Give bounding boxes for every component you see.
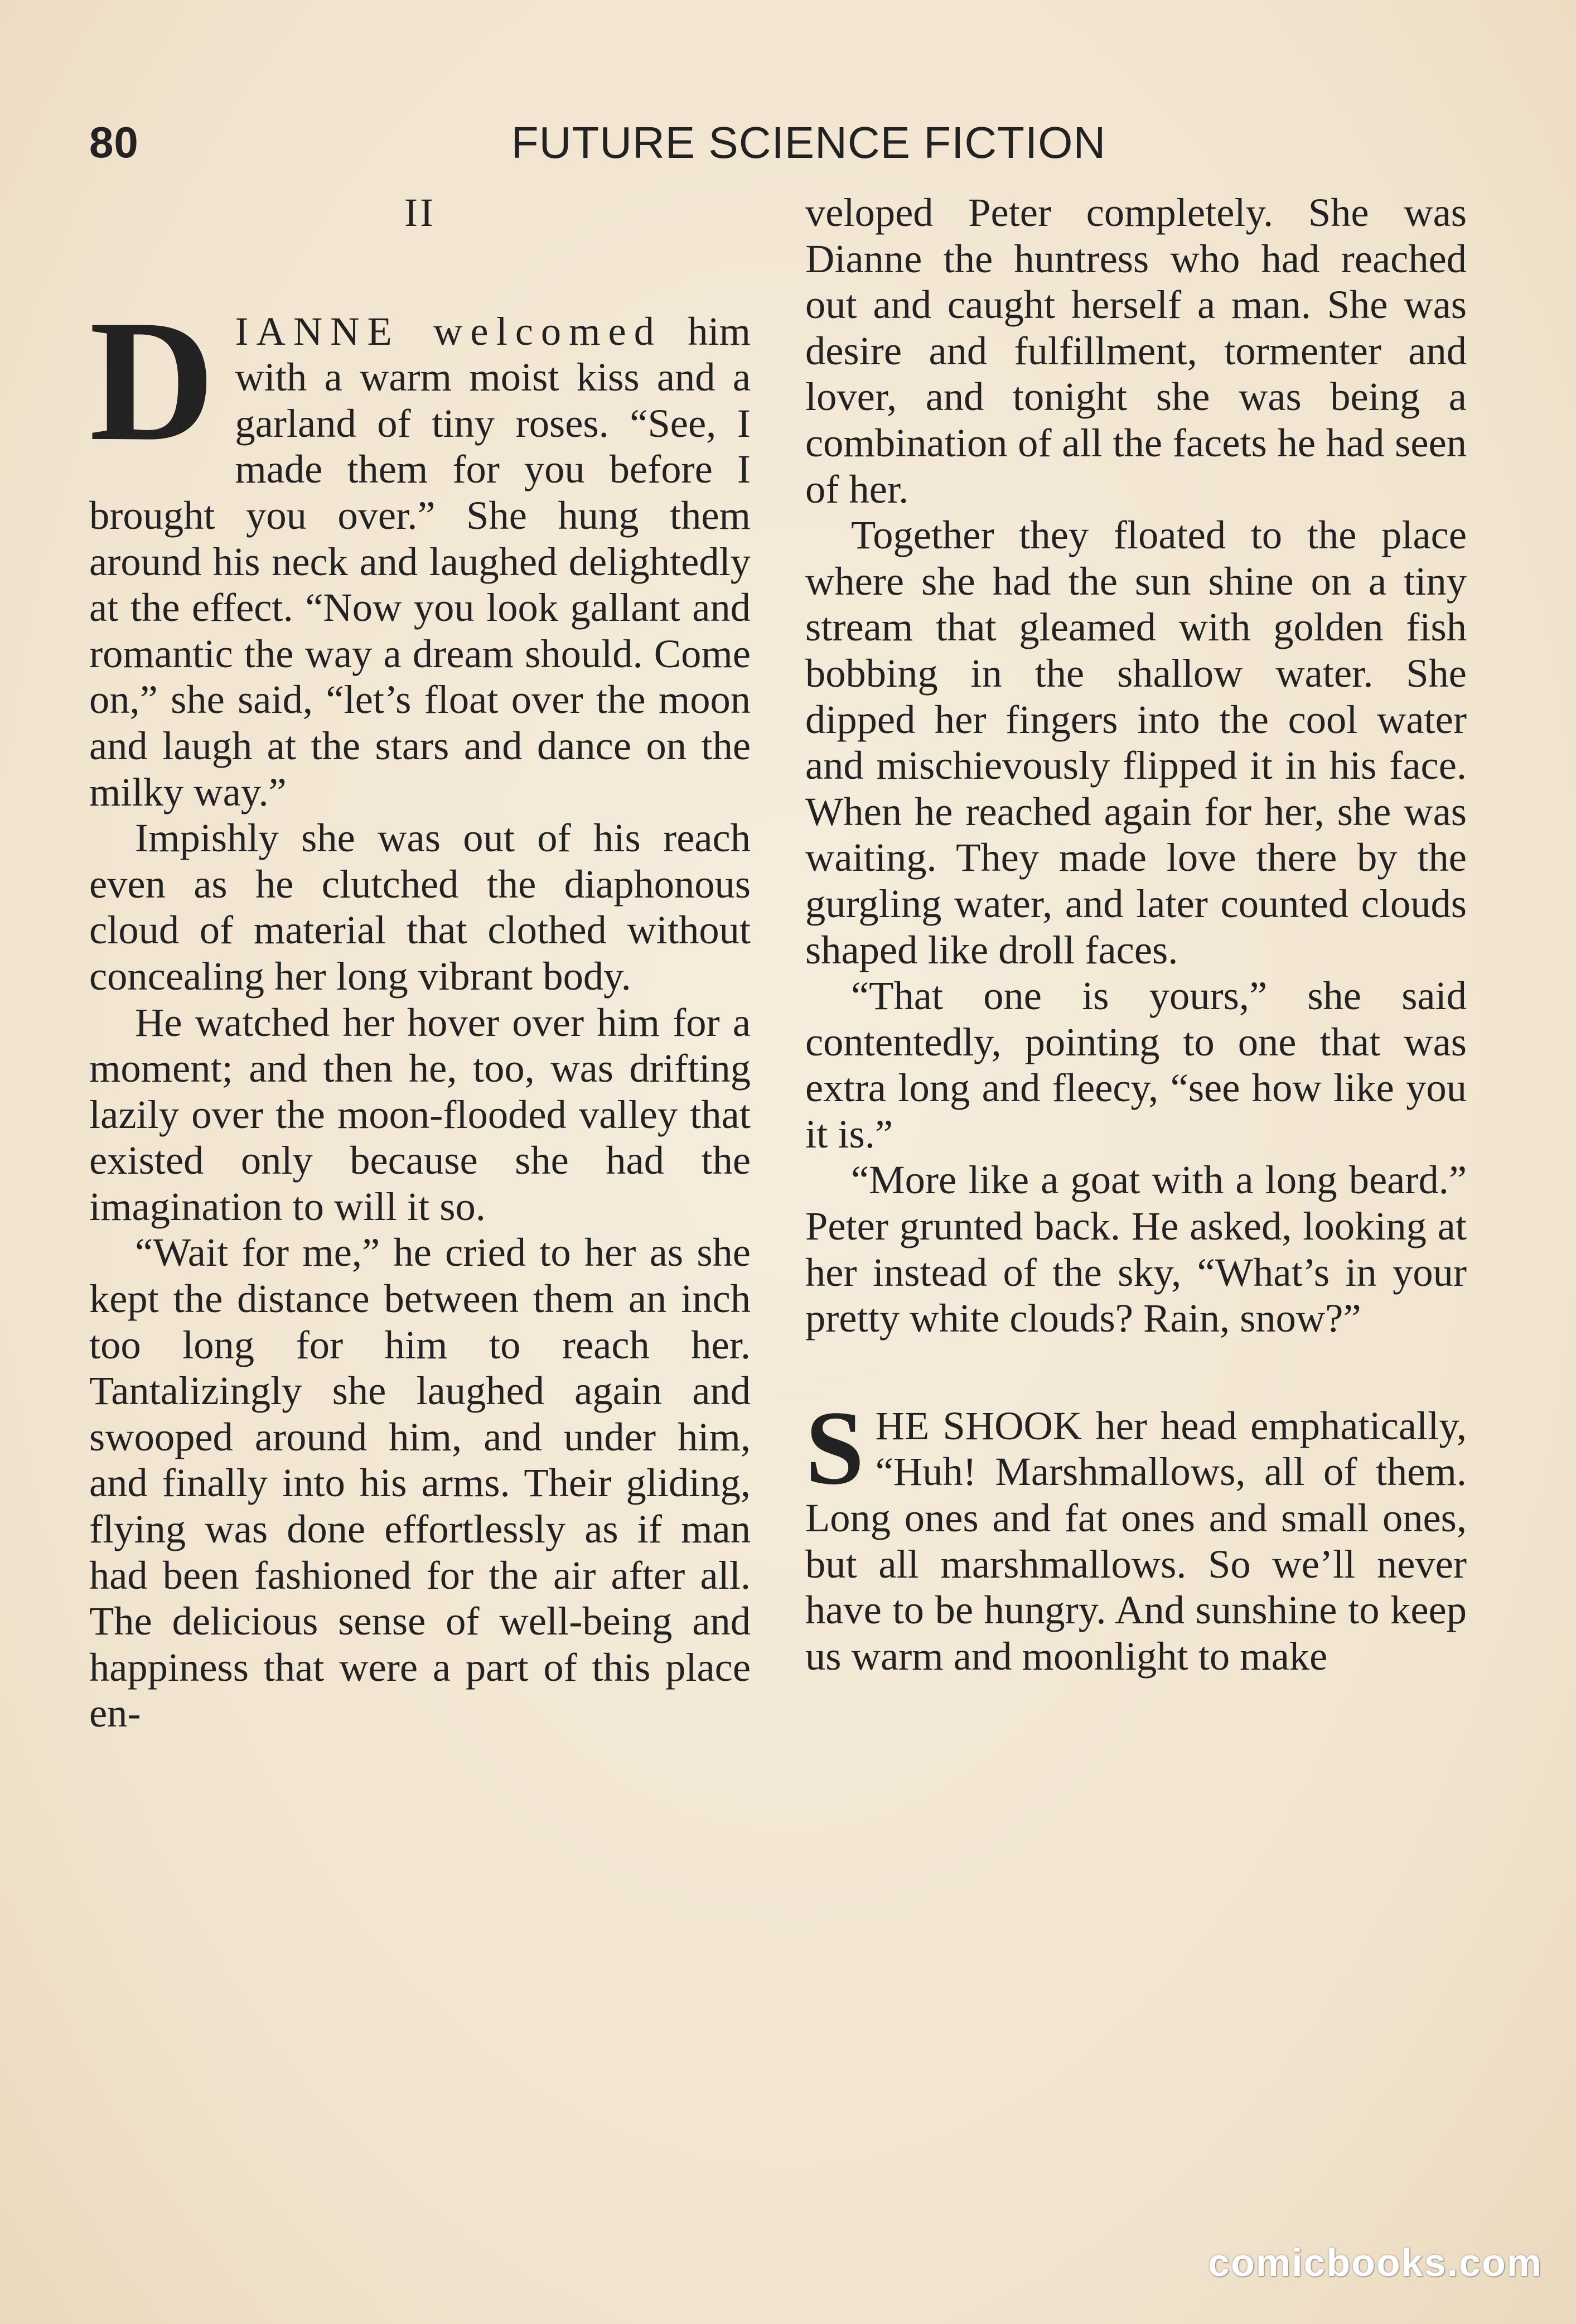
- drop-cap-s: S: [805, 1389, 864, 1507]
- watermark: comicbooks.com: [1208, 2241, 1543, 2284]
- paragraph: Together they floated to the place where she had the sun shine on a tiny stream that gleamed with golden fish bobbing in the shallow water. She dipped her fingers into the cool water and mischievously flipped it in his face. When he reached again for her, she was waiting. They made love there by the gurgling water, and later counted clouds shaped like droll faces.: [805, 512, 1467, 972]
- running-head: FUTURE SCIENCE FICTION: [511, 118, 1106, 167]
- paragraph: “That one is yours,” she said contentedly, pointing to one that was extra long and fleecy, “see how like you it is.”: [805, 973, 1467, 1156]
- drop-cap-d: D: [89, 284, 215, 477]
- opening-paragraph: [89, 284, 751, 816]
- paragraph: “Wait for me,” he cried to her as she kept the distance between them an inch too long for him to reach her. Tantalizingly she laughed again and swooped around him, and under him, and finally into his arms. Their gliding, flying was done effortlessly as if man had been fashioned for the air after all. The delicious sense of well-being and happiness that were a part of this place en-: [89, 1229, 751, 1736]
- closing-rest: her head emphatically, “Huh! Marshmallows, all of them. Long ones and fat ones and small ones, but all marshmallows. So we’ll never have to be hungry. And sunshine to keep us warm and moonlight to make: [805, 1402, 1467, 1679]
- closing-text: [805, 1389, 1467, 1680]
- opening-lead: IANNE welcomed: [235, 308, 662, 354]
- right-column: [805, 190, 1467, 1679]
- page-number: 80: [89, 118, 139, 167]
- continued-paragraph: veloped Peter completely. She was Dianne the huntress who had reached out and caught herself a man. She was desire and fulfillment, tormenter and lover, and tonight she was being a combination of all the facets he had seen of her.: [805, 190, 1467, 512]
- left-column: [89, 190, 751, 1737]
- section-numeral: II: [404, 190, 436, 235]
- paragraph: Impishly she was out of his reach even as he clutched the diaphonous cloud of material that clothed without concealing her long vibrant body.: [89, 815, 751, 999]
- section-break-paragraph: [805, 1389, 1467, 1680]
- paragraph: “More like a goat with a long beard.” Peter grunted back. He asked, looking at her instead of the sky, “What’s in your pretty white clouds? Rain, snow?”: [805, 1157, 1467, 1341]
- opening-rest: him with a warm moist kiss and a garland of tiny roses. “See, I made them for you before I brought you over.” She hung them around his neck and laughed delightedly at the effect. “Now you look gallant and romantic the way a dream should. Come on,” she said, “let’s float over the moon and laugh at the stars and dance on the milky way.”: [89, 308, 751, 814]
- closing-lead: HE SHOOK: [875, 1402, 1082, 1448]
- paragraph: He watched her hover over him for a moment; and then he, too, was drifting lazily over the moon-flooded valley that existed only because she had the imagination to will it so.: [89, 999, 751, 1229]
